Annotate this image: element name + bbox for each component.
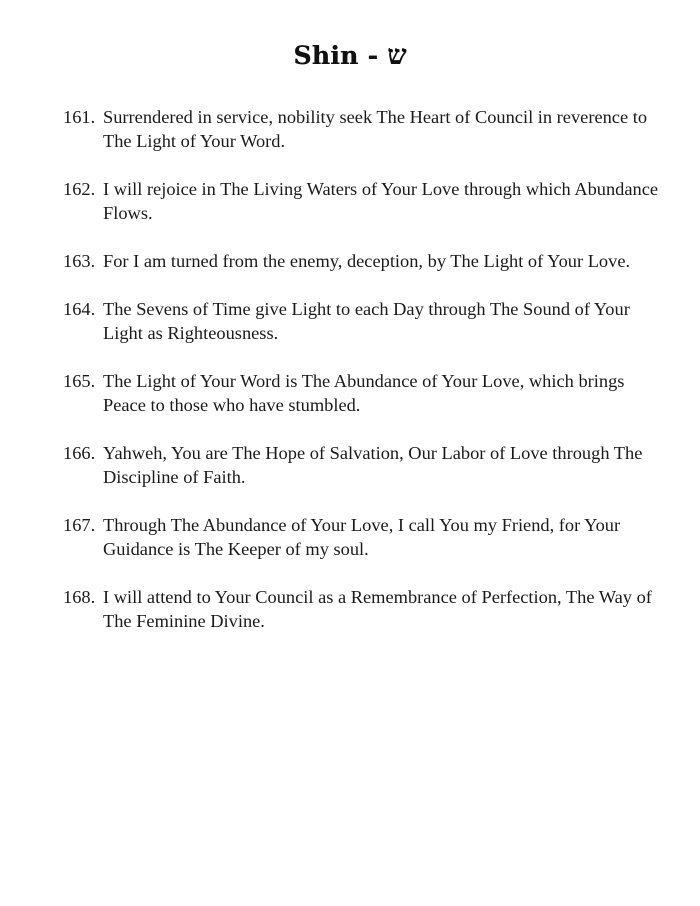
verse-text: The Sevens of Time give Light to each Day through The Sound of Your Light as Righteousness. — [103, 299, 630, 343]
verse-item — [63, 513, 663, 561]
verse-item — [63, 369, 663, 417]
verse-item — [63, 585, 663, 633]
verse-number: 165. — [63, 371, 96, 391]
title-text: Shin - — [293, 41, 379, 70]
verse-item — [63, 105, 663, 153]
verse-number: 164. — [63, 299, 96, 319]
verse-item — [63, 177, 663, 225]
verse-text: I will rejoice in The Living Waters of Your Love through which Abundance Flows. — [103, 179, 659, 223]
verse-number: 163. — [63, 251, 96, 271]
verse-text: Yahweh, You are The Hope of Salvation, Our Labor of Love through The Discipline of Faith. — [103, 443, 643, 487]
page-title — [0, 40, 700, 71]
verse-list — [63, 105, 663, 657]
verse-item — [63, 249, 663, 273]
verse-number: 162. — [63, 179, 96, 199]
verse-number: 166. — [63, 443, 96, 463]
verse-text: Surrendered in service, nobility seek The Heart of Council in reverence to The Light of Your Word. — [103, 107, 648, 151]
verse-item — [63, 297, 663, 345]
verse-text: Through The Abundance of Your Love, I call You my Friend, for Your Guidance is The Keeper of my soul. — [103, 515, 621, 559]
hebrew-letter: ש — [387, 40, 407, 71]
verse-number: 168. — [63, 587, 96, 607]
verse-number: 167. — [63, 515, 96, 535]
verse-text: For I am turned from the enemy, deception, by The Light of Your Love. — [103, 251, 631, 271]
verse-text: I will attend to Your Council as a Remembrance of Perfection, The Way of The Feminine Divine. — [103, 587, 652, 631]
verse-text: The Light of Your Word is The Abundance of Your Love, which brings Peace to those who have stumbled. — [103, 371, 625, 415]
verse-item — [63, 441, 663, 489]
verse-number: 161. — [63, 107, 96, 127]
